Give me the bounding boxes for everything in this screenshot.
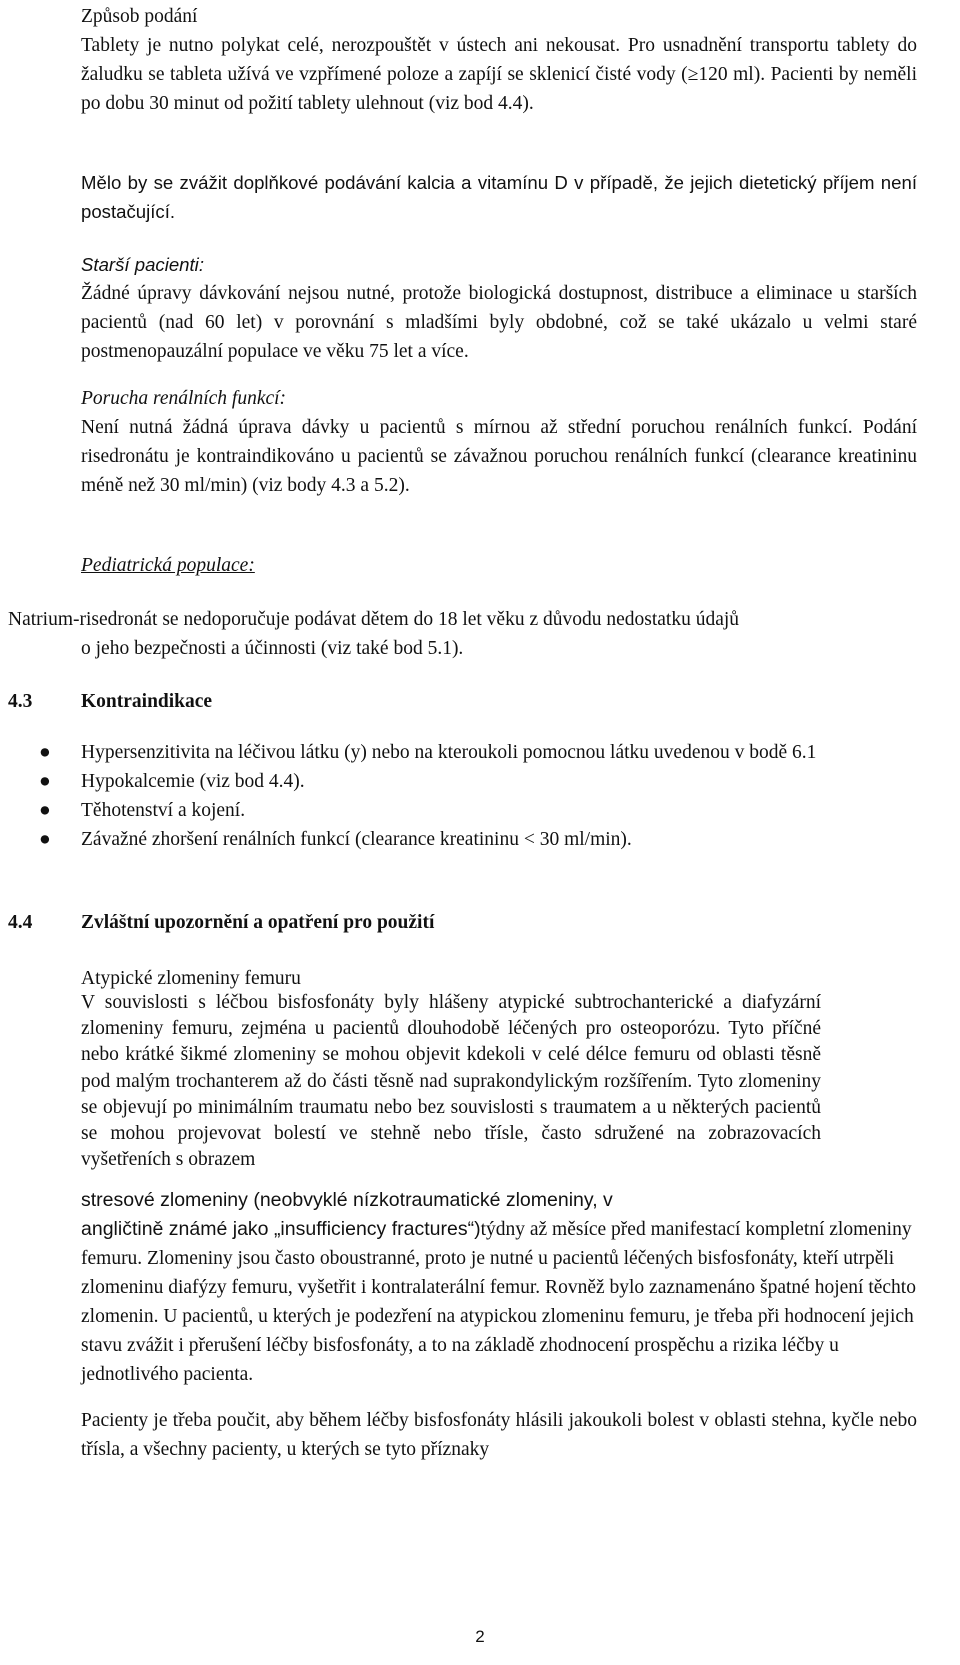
warnings-sans-line-2: angličtině známé jako „insufficiency fractures“) <box>81 1218 481 1240</box>
elderly-heading: Starší pacienti: <box>81 254 204 275</box>
section-4-4-title: Zvláštní upozornění a opatření pro použití <box>81 912 435 933</box>
page-number: 2 <box>475 1627 485 1646</box>
bullet-icon: ● <box>39 771 51 792</box>
list-item: ● Těhotenství a kojení. <box>81 796 917 825</box>
elderly-text: Žádné úpravy dávkování nejsou nutné, protože biologická dostupnost, distribuce a eliminace u starších pacientů (nad 60 let) v porovnání s mladšími byly obdobné, což se také ukázalo u velmi staré postmenopauzální populace ve věku 75 let a více. <box>81 283 917 362</box>
bullet-icon: ● <box>39 742 51 763</box>
warnings-stress-fractures <box>81 1186 821 1215</box>
administration-text: Tablety je nutno polykat celé, nerozpouštět v ústech ani nekousat. Pro usnadnění transportu tablety do žaludku se tableta užívá ve vzpřímené poloze a zapíjí se sklenicí čisté vody (≥120 ml). Pacienti by neměli po dobu 30 minut od požití tablety ulehnout (viz bod 4.4). <box>81 35 917 114</box>
renal-heading: Porucha renálních funkcí: <box>81 388 287 409</box>
warnings-text-after: týdny až měsíce před manifestací kompletní zlomeniny femuru. Zlomeniny jsou často oboustranné, proto je nutné u pacientů léčených bisfosfonáty, kteří utrpěli zlomeninu diafýzy femuru, vyšetřit i kontralaterální femur. Rovněž bylo zaznamenáno špatné hojení těchto zlomenin. U pacientů, u kterých je podezření na atypickou zlomeninu femuru, je třeba při hodnocení jejich stavu zvážit i přerušení léčby bisfosfonáty, a to na základě zhodnocení prospěchu a rizika léčby u jednotlivého pacienta. <box>81 1219 916 1385</box>
list-item: ● Hypersenzitivita na léčivou látku (y) nebo na kteroukoli pomocnou látku uvedenou v bodě 6.1 <box>81 738 917 767</box>
warnings-patients-text: Pacienty je třeba poučit, aby během léčby bisfosfonáty hlásili jakoukoli bolest v oblasti stehna, kyčle nebo třísla, a všechny pacienty, u kterých se tyto příznaky <box>81 1410 917 1460</box>
list-item: ● Závažné zhoršení renálních funkcí (clearance kreatininu < 30 ml/min). <box>81 825 917 854</box>
pediatric-text-rest: o jeho bezpečnosti a účinnosti (viz také bod 5.1). <box>81 638 464 659</box>
renal-text: Není nutná žádná úprava dávky u pacientů s mírnou až střední poruchou renálních funkcí. Podání risedronátu je kontraindikováno u pacientů se závažnou poruchou renálních funkcí (clearance kreatininu méně než 30 ml/min) (viz body 4.3 a 5.2). <box>81 417 917 496</box>
list-item: ● Hypokalcemie (viz bod 4.4). <box>81 767 917 796</box>
bullet-icon: ● <box>39 800 51 821</box>
administration-heading: Způsob podání <box>81 6 198 27</box>
section-4-4-number: 4.4 <box>8 912 33 933</box>
administration-section <box>81 2 917 31</box>
contraindications-list <box>39 738 917 854</box>
section-4-3-number: 4.3 <box>8 691 33 712</box>
calcium-note: Mělo by se zvážit doplňkové podávání kalcia a vitamínu D v případě, že jejich dietetický příjem není postačující. <box>81 172 917 222</box>
warnings-text: V souvislosti s léčbou bisfosfonáty byly hlášeny atypické subtrochanterické a diafyzární zlomeniny femuru, zejména u pacientů dlouhodobě léčených pro osteoporózu. Tyto příčné nebo krátké šikmé zlomeniny se mohou objevit kdekoli v celé délce femuru od oblasti těsně pod malým trochanterem až do části těsně nad suprakondylickým rozšířením. Tyto zlomeniny se objevují po minimálním traumatu nebo bez souvislosti s traumatem a u některých pacientů se mohou projevovat bolestí ve stehně nebo třísle, často sdružené na zobrazovacích vyšetřeních s obrazem <box>81 992 821 1171</box>
pediatric-text <box>8 605 917 663</box>
pediatric-heading: Pediatrická populace: <box>81 555 255 576</box>
warnings-sans-line-1: stresové zlomeniny (neobvyklé nízkotraumatické zlomeniny, v <box>81 1189 613 1211</box>
warnings-subheading: Atypické zlomeniny femuru <box>81 968 301 989</box>
bullet-icon: ● <box>39 829 51 850</box>
section-4-3-title: Kontraindikace <box>81 691 213 712</box>
pediatric-text-first: Natrium-risedronát se nedoporučuje podávat dětem do 18 let věku z důvodu nedostatku údajů <box>8 609 740 630</box>
warnings-continued <box>81 1215 917 1389</box>
